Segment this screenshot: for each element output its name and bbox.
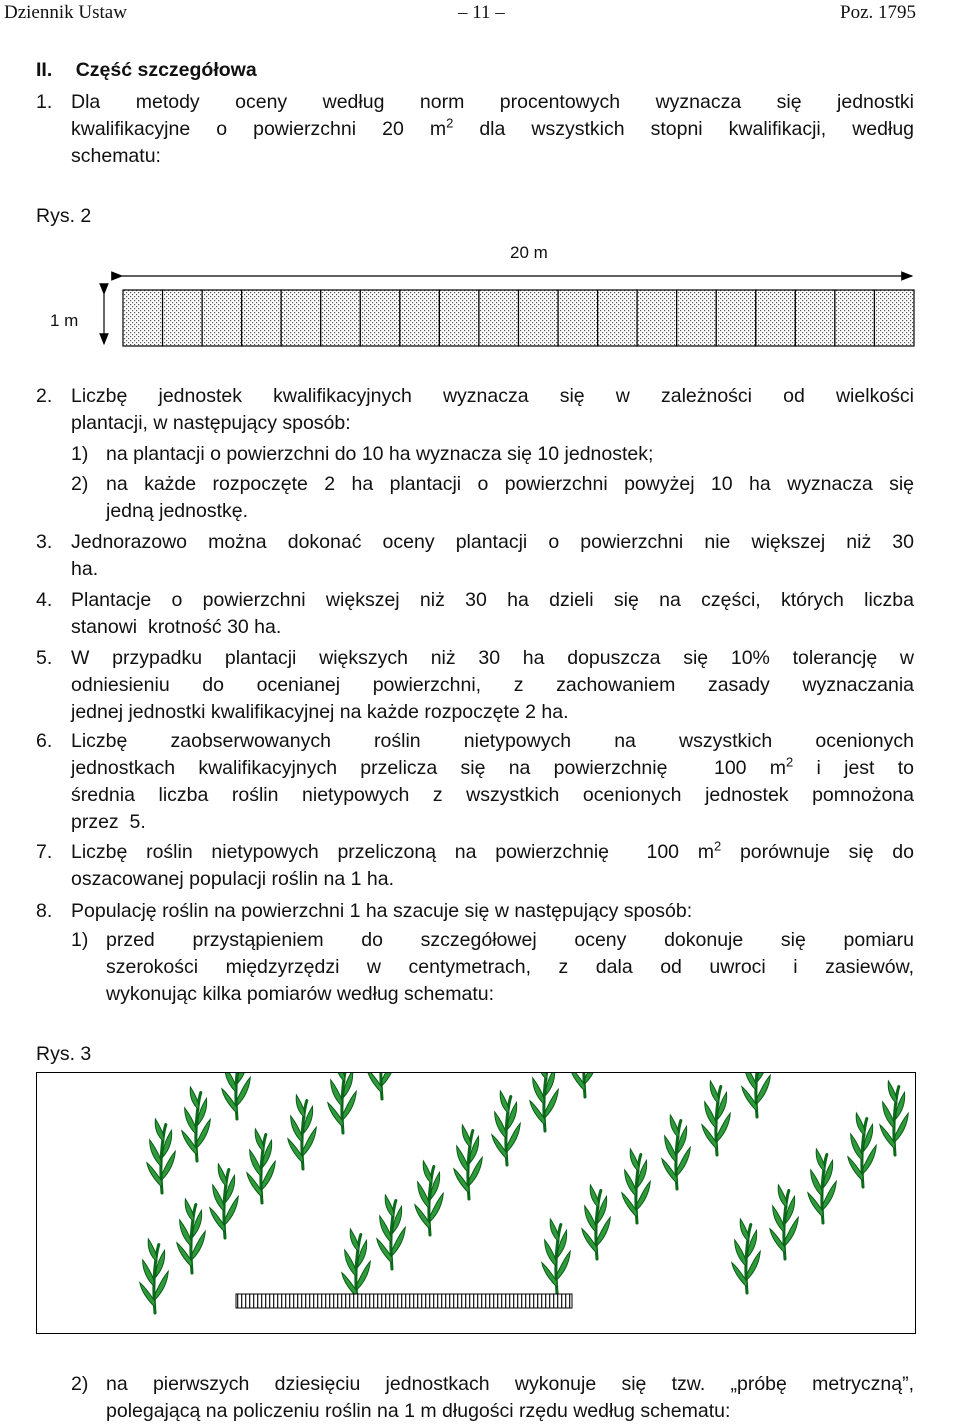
item-8-sub-1-line-2: szerokości międzyrzędzi w centymetrach, z dala od uwroci i zasiewów, [106,956,914,978]
plant-icon [147,1119,176,1193]
item-1-line-2: kwalifikacyjne o powierzchni 20 $m^2$ dla wszystkich stopni kwalifikacji, według [71,115,915,140]
item-1-line-3: schematu: [71,145,161,167]
figure-3-plants [140,1073,909,1313]
plant-icon [415,1161,444,1235]
plant-icon [367,1073,396,1099]
item-8-sub-2-line-1: na pierwszych dziesięciu jednostkach wykonuje się tzw. „próbę metryczną”, [106,1373,914,1395]
figure-3-frame [36,1072,916,1334]
plant-icon [582,1185,611,1259]
figure-2-cell [558,290,598,346]
item-2-sub-2-line-1: na każde rozpoczęte 2 ha plantacji o powierzchni powyżej 10 ha wyznacza się [106,473,914,495]
header-journal: Dziennik Ustaw [4,2,127,23]
plant-icon [454,1125,483,1199]
item-4-number: 4. [36,589,53,611]
plant-icon [377,1195,406,1269]
plant-icon [177,1199,206,1273]
plant-icon [702,1081,731,1155]
item-6-line-4: przez 5. [71,811,146,833]
plant-icon [492,1091,521,1165]
figure-3-measuring-tape [236,1294,572,1308]
item-8-line-1: Populację roślin na powierzchni 1 ha szacuje się w następujący sposób: [71,900,693,922]
plant-icon [662,1115,691,1189]
figure-3-caption: Rys. 3 [36,1043,92,1065]
figure-2-cell [835,290,875,346]
item-2-sub-2-number: 2) [71,473,89,495]
figure-2-cell [677,290,717,346]
figure-2-cell [400,290,440,346]
item-7-line-1: Liczbę roślin nietypowych przeliczoną na powierzchnię 100 $m^2$ porównuje się do [71,838,914,863]
plant-icon [622,1149,651,1223]
item-4-line-1: Plantacje o powierzchni większej niż 30 ha dzieli się na części, których liczba [71,589,914,611]
plant-icon [770,1185,799,1259]
plant-icon [732,1219,761,1293]
plant-icon [247,1129,275,1203]
item-6-line-2: jednostkach kwalifikacyjnych przelicza się na powierzchnię 100 $m^2$ i jest to [71,754,914,779]
figure-2-cell [637,290,677,346]
plant-icon [808,1149,837,1223]
section-number: II. [36,59,53,81]
figure-2-cell [163,290,203,346]
figure-2-cell [479,290,519,346]
item-4-line-2: stanowi krotność 30 ha. [71,616,282,638]
figure-2-cell [281,290,321,346]
figure-2-grid-diagram [0,230,960,360]
figure-2-cell [598,290,638,346]
item-8-sub-2-number: 2) [71,1373,89,1395]
plant-icon [880,1081,909,1155]
plant-icon [742,1073,771,1117]
plant-icon [182,1087,211,1161]
figure-2-cell [439,290,479,346]
figure-2-cell [716,290,756,346]
header-position: Poz. 1795 [840,2,916,23]
figure-3-plant-rows-diagram [37,1073,915,1333]
item-3-number: 3. [36,531,53,553]
figure-2-cell [242,290,282,346]
figure-2-cell [321,290,361,346]
figure-2-cell [519,290,559,346]
item-8-sub-1-line-1: przed przystąpieniem do szczegółowej oceny dokonuje się pomiaru [106,929,914,951]
figure-2-cells [123,290,914,346]
item-3-line-2: ha. [71,558,99,580]
item-6-line-1: Liczbę zaobserwowanych roślin nietypowych na wszystkich ocenionych [71,730,914,752]
plant-icon [542,1219,571,1293]
item-8-sub-1-line-3: wykonując kilka pomiarów według schematu: [106,983,495,1005]
plant-icon [222,1073,251,1119]
plant-icon [328,1073,357,1133]
figure-2-caption: Rys. 2 [36,205,92,227]
figure-2-cell [123,290,163,346]
item-5-line-2: odniesieniu do ocenianej powierzchni, z zachowaniem zasady wyznaczania [71,674,914,696]
item-2-sub-1-number: 1) [71,443,89,465]
item-6-line-3: średnia liczba roślin nietypowych z wszystkich ocenionych jednostek pomnożona [71,784,914,806]
header-page-number: – 11 – [458,2,505,23]
item-5-line-1: W przypadku plantacji większych niż 30 ha dopuszcza się 10% tolerancję w [71,647,914,669]
plant-icon [530,1073,559,1131]
item-1-number: 1. [36,91,53,113]
figure-2-width-label: 20 m [510,243,548,262]
item-8-number: 8. [36,900,53,922]
item-5-line-3: jednej jednostki kwalifikacyjnej na każde rozpoczęte 2 ha. [71,701,569,723]
figure-2-cell [756,290,796,346]
figure-2-height-label: 1 m [50,311,79,330]
item-7-number: 7. [36,841,53,863]
figure-2-cell [795,290,835,346]
item-2-number: 2. [36,385,53,407]
figure-2-cell [874,290,914,346]
item-2-sub-2-line-2: jedną jednostkę. [106,500,249,522]
plant-icon [210,1164,239,1238]
plant-icon [288,1095,317,1169]
item-6-number: 6. [36,730,53,752]
section-title: Część szczegółowa [75,59,257,81]
item-7-line-2: oszacowanej populacji roślin na 1 ha. [71,868,395,890]
item-8-sub-2-line-2: polegającą na policzeniu roślin na 1 m długości rzędu według schematu: [106,1400,731,1422]
item-2-line-1: Liczbę jednostek kwalifikacyjnych wyznacza się w zależności od wielkości [71,385,914,407]
item-8-sub-1-number: 1) [71,929,89,951]
figure-2-cell [202,290,242,346]
item-1-line-1: Dla metody oceny według norm procentowych wyznacza się jednostki [71,91,914,113]
plant-icon [342,1229,371,1303]
figure-2-cell [360,290,400,346]
item-2-line-2: plantacji, w następujący sposób: [71,412,351,434]
plant-icon [140,1239,169,1313]
plant-icon [848,1113,877,1187]
item-5-number: 5. [36,647,53,669]
section-heading [36,57,257,84]
item-3-line-1: Jednorazowo można dokonać oceny plantacji o powierzchni nie większej niż 30 [71,531,914,553]
item-2-sub-1: na plantacji o powierzchni do 10 ha wyznacza się 10 jednostek; [106,443,654,465]
plant-icon [570,1073,599,1097]
